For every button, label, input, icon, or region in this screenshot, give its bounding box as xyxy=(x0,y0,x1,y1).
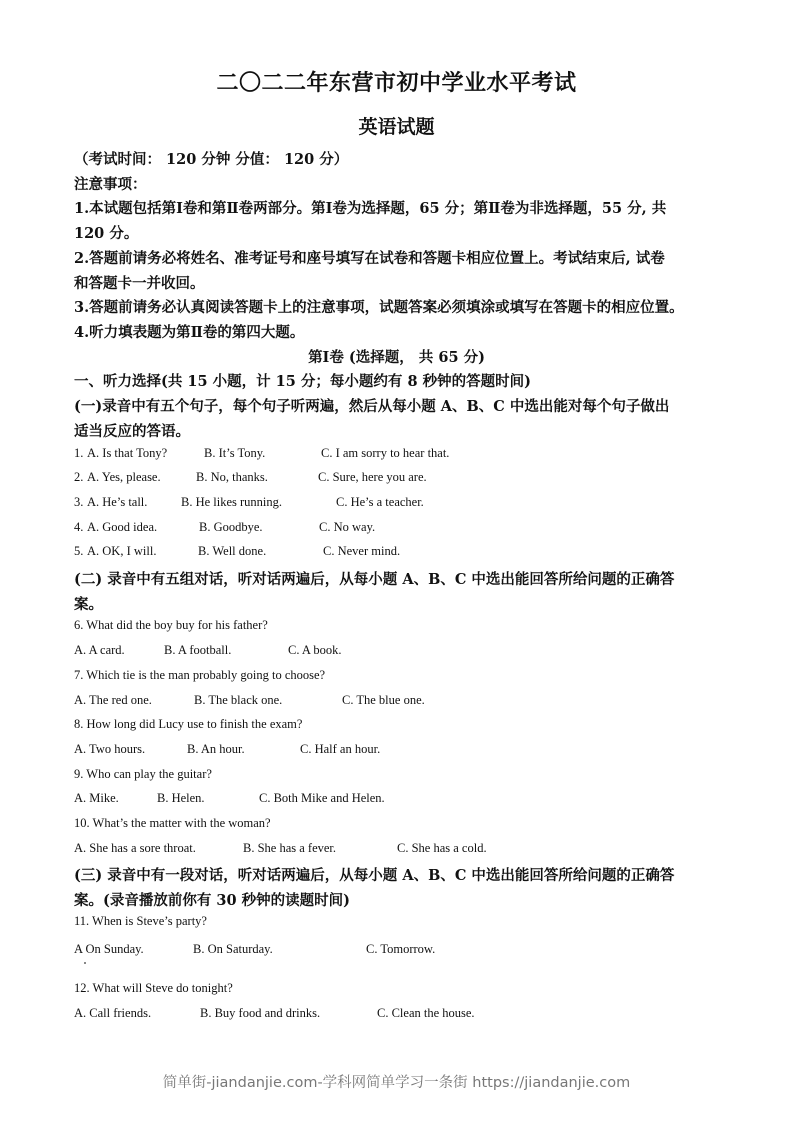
option-c: C. She has a cold. xyxy=(397,841,487,855)
question-number: 4. xyxy=(74,520,84,534)
option-b: B. A football. xyxy=(164,643,232,657)
option-a: A. She has a sore throat. xyxy=(74,841,196,855)
question-12-stem: 12. What will Steve do tonight? xyxy=(74,981,233,995)
question-9-stem: 9. Who can play the guitar? xyxy=(74,767,212,781)
notice-item-2-line1: 2.答题前请务必将姓名、准考证号和座号填写在试卷和答题卡相应位置上。考试结束后, 试卷 xyxy=(74,250,665,267)
subsection3-instruction-line1: (三) 录音中有一段对话，听对话两遍后，从每小题 A、B、C 中选出能回答所给问题的正确答 xyxy=(74,867,675,884)
question-10-stem: 10. What’s the matter with the woman? xyxy=(74,816,271,830)
option-b: B. He likes running. xyxy=(181,495,283,509)
option-b: B. It’s Tony. xyxy=(204,446,266,460)
option-a: A On Sunday. xyxy=(74,942,144,956)
option-b: B. Buy food and drinks. xyxy=(200,1006,321,1020)
option-c: C. No way. xyxy=(319,520,376,534)
option-c: C. Never mind. xyxy=(323,544,401,558)
question-number: 2. xyxy=(74,470,84,484)
option-a: A. He’s tall. xyxy=(87,495,148,509)
subsection2-instruction-line1: (二) 录音中有五组对话，听对话两遍后，从每小题 A、B、C 中选出能回答所给问题的正确答 xyxy=(74,571,675,588)
option-a: A. Two hours. xyxy=(74,742,146,756)
question-11-stem: 11. When is Steve’s party? xyxy=(74,914,207,928)
notice-item-4: 4.听力填表题为第Ⅱ卷的第四大题。 xyxy=(74,324,305,341)
subsection1-instruction-line1: (一)录音中有五个句子，每个句子听两遍，然后从每小题 A、B、C 中选出能对每个句子做出 xyxy=(74,398,670,415)
exam-title: 二〇二二年东营市初中学业水平考试 xyxy=(216,70,577,96)
option-b: B. An hour. xyxy=(187,742,245,756)
option-a: A. Is that Tony? xyxy=(87,446,168,460)
notice-heading: 注意事项： xyxy=(74,176,147,193)
option-a: A. Mike. xyxy=(74,791,119,805)
option-c: C. Half an hour. xyxy=(300,742,381,756)
option-b: B. Helen. xyxy=(157,791,205,805)
option-a: A. Yes, please. xyxy=(87,470,161,484)
option-b: B. Well done. xyxy=(198,544,267,558)
option-b: B. On Saturday. xyxy=(193,942,273,956)
option-c: C. Both Mike and Helen. xyxy=(259,791,385,805)
section1-heading: 一、听力选择(共 15 小题，计 15 分；每小题约有 8 秒钟的答题时间) xyxy=(74,373,531,390)
option-c: C. Tomorrow. xyxy=(366,942,436,956)
notice-item-1-line1: 1.本试题包括第Ⅰ卷和第Ⅱ卷两部分。第Ⅰ卷为选择题，65 分；第Ⅱ卷为非选择题，55 分, 共 xyxy=(74,200,667,217)
option-b: B. Goodbye. xyxy=(199,520,263,534)
option-a: A. Call friends. xyxy=(74,1006,152,1020)
watermark-footer: 简单街-jiandanjie.com-学科网简单学习一条街 https://jiandanjie.com xyxy=(162,1075,631,1091)
subsection1-instruction-line2: 适当反应的答语。 xyxy=(74,423,190,440)
option-c: C. I am sorry to hear that. xyxy=(321,446,450,460)
option-a: A. Good idea. xyxy=(87,520,158,534)
question-6-stem: 6. What did the boy buy for his father? xyxy=(74,618,268,632)
option-b: B. The black one. xyxy=(194,693,283,707)
option-c: C. The blue one. xyxy=(342,693,425,707)
exam-subtitle: 英语试题 xyxy=(358,116,435,138)
option-b: B. She has a fever. xyxy=(243,841,337,855)
question-number: 5. xyxy=(74,544,84,558)
option-c: C. Sure, here you are. xyxy=(318,470,427,484)
subsection3-instruction-line2: 案。(录音播放前你有 30 秒钟的读题时间) xyxy=(74,892,350,909)
part1-heading: 第Ⅰ卷 (选择题， 共 65 分) xyxy=(308,349,485,366)
option-c: C. A book. xyxy=(288,643,342,657)
stray-mark xyxy=(84,962,86,964)
option-a: A. A card. xyxy=(74,643,125,657)
subsection2-instruction-line2: 案。 xyxy=(74,596,103,613)
question-number: 1. xyxy=(74,446,84,460)
option-b: B. No, thanks. xyxy=(196,470,268,484)
exam-info: （考试时间： 120 分钟 分值： 120 分） xyxy=(74,151,349,168)
notice-item-2-line2: 和答题卡一并收回。 xyxy=(74,275,205,292)
option-a: A. The red one. xyxy=(74,693,152,707)
question-number: 3. xyxy=(74,495,84,509)
question-7-stem: 7. Which tie is the man probably going to choose? xyxy=(74,668,326,682)
notice-item-1-line2: 120 分。 xyxy=(74,225,139,242)
question-8-stem: 8. How long did Lucy use to finish the exam? xyxy=(74,717,303,731)
option-c: C. He’s a teacher. xyxy=(336,495,424,509)
notice-item-3: 3.答题前请务必认真阅读答题卡上的注意事项，试题答案必须填涂或填写在答题卡的相应位置。 xyxy=(74,299,684,316)
option-c: C. Clean the house. xyxy=(377,1006,475,1020)
option-a: A. OK, I will. xyxy=(87,544,157,558)
